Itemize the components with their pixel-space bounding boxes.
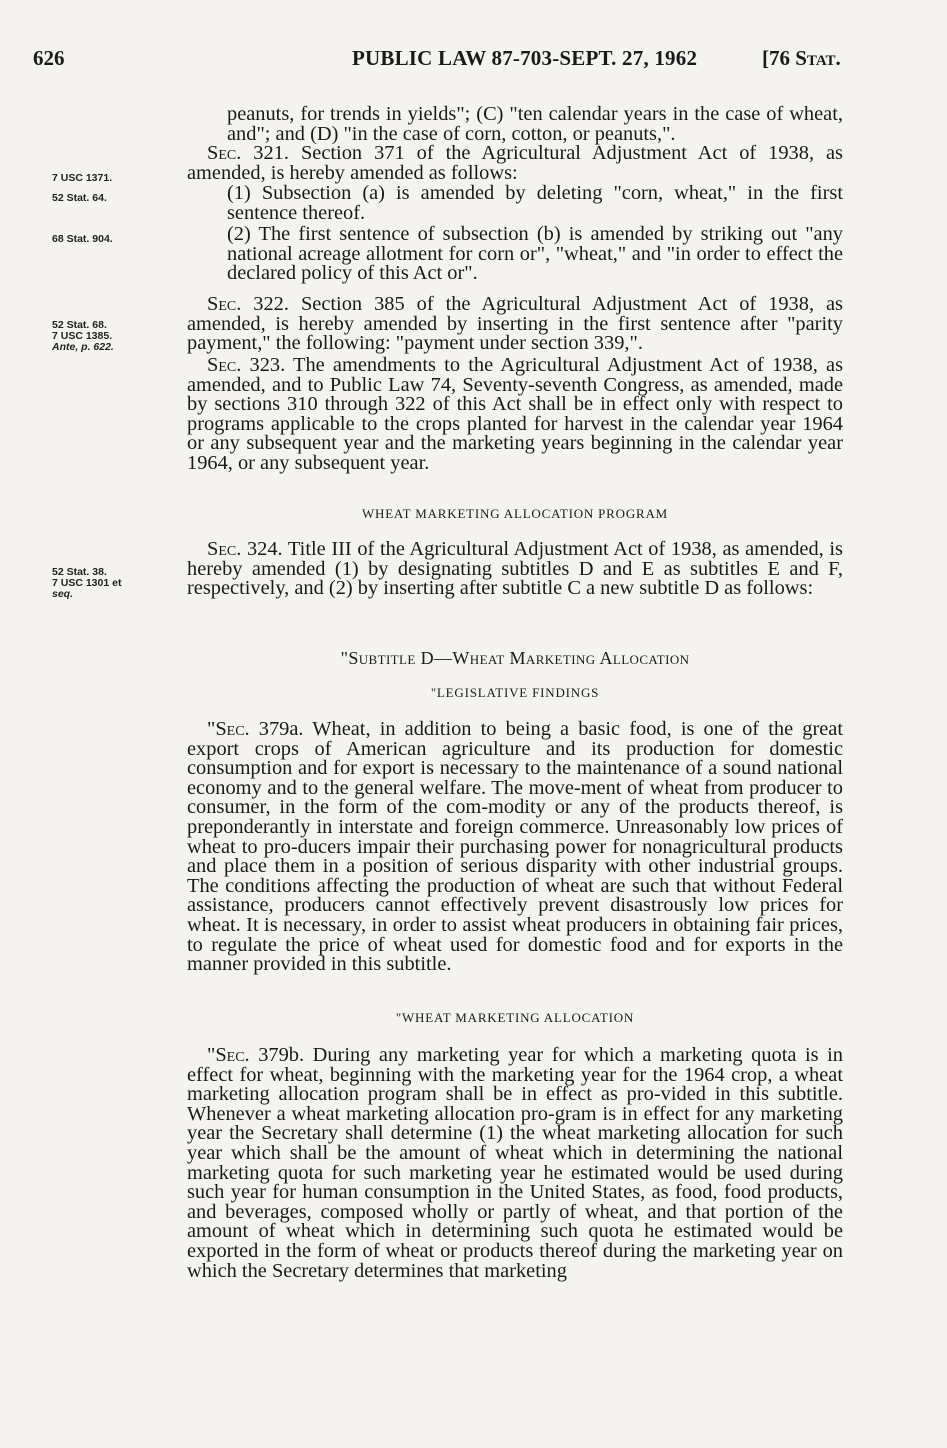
section-label: Sec. bbox=[207, 538, 242, 560]
section-379a bbox=[187, 720, 843, 975]
heading-wheat-marketing-allocation: "WHEAT MARKETING ALLOCATION bbox=[395, 1010, 635, 1025]
section-321 bbox=[187, 144, 843, 183]
margin-note: 52 Stat. 38. bbox=[52, 566, 107, 578]
section-321-item-2 bbox=[187, 225, 843, 284]
section-322 bbox=[187, 295, 843, 354]
section-label: Sec. bbox=[207, 354, 242, 376]
item-text: (2) The first sentence of subsection (b) is amended by striking out "any national acreage allotment for corn or", "wheat," and "in order to effect the declared policy of this Act or". bbox=[227, 223, 843, 285]
statute-volume: [76 bbox=[762, 46, 796, 70]
section-text: 379a. Wheat, in addition to being a basic food, is one of the great export crops of American agriculture and its production for domestic consumption and for export is necessary to the maintenance of a sound national economy and to the general welfare. The move-ment of wheat from producer to consumer, in the form of the com-modity or any of the products thereof, is preponderantly in interstate and foreign commerce. Unreasonably low prices of wheat to pro-ducers impair their purchasing power for nonagricultural products and place them in a position of serious disparity with other industrial groups. The conditions affecting the production of wheat are such that without Federal assistance, producers cannot effectively prevent disastrously low prices for wheat. It is necessary, in order to assist wheat producers in obtaining fair prices, to regulate the price of wheat used for domestic food and for exports in the manner provided in this subtitle. bbox=[187, 718, 843, 976]
margin-note: 7 USC 1385. bbox=[52, 330, 113, 342]
section-321-item-1 bbox=[187, 184, 843, 223]
section-label: "Sec. bbox=[207, 718, 250, 740]
page-number: 626 bbox=[33, 46, 65, 70]
section-324 bbox=[187, 540, 843, 599]
heading-legislative-findings: "LEGISLATIVE FINDINGS bbox=[430, 685, 600, 700]
margin-note-group bbox=[52, 567, 177, 600]
section-text: 321. Section 371 of the Agricultural Adjustment Act of 1938, as amended, is hereby amended as follows: bbox=[187, 142, 843, 184]
section-label: Sec. bbox=[207, 142, 242, 164]
margin-note: 52 Stat. 64. bbox=[52, 192, 107, 204]
section-label: Sec. bbox=[207, 293, 242, 315]
heading-wheat-marketing-allocation-program: WHEAT MARKETING ALLOCATION PROGRAM bbox=[361, 506, 669, 521]
section-379b bbox=[187, 1046, 843, 1281]
margin-note: 7 USC 1371. bbox=[52, 172, 113, 184]
section-text: 324. Title III of the Agricultural Adjustment Act of 1938, as amended, is hereby amended (1) by designating subtitles D and E as subtitles E and F, respectively, and (2) by inserting after subtitle C a new subtitle D as follows: bbox=[187, 538, 843, 600]
margin-note-group bbox=[52, 320, 177, 353]
paragraph-text: peanuts, for trends in yields"; (C) "ten calendar years in the case of wheat, and"; and (D) "in the case of corn, cotton, or peanuts,". bbox=[227, 103, 843, 145]
margin-note: 68 Stat. 904. bbox=[52, 233, 113, 245]
statute-reference bbox=[762, 46, 841, 71]
section-label: "Sec. bbox=[207, 1044, 250, 1066]
section-text: 322. Section 385 of the Agricultural Adjustment Act of 1938, as amended, is hereby amended by inserting in the first sentence after "parity payment," the following: "payment under section 339,". bbox=[187, 293, 843, 355]
section-323 bbox=[187, 356, 843, 474]
running-title: PUBLIC LAW 87-703-SEPT. 27, 1962 bbox=[352, 46, 698, 70]
paragraph-continuation bbox=[187, 105, 843, 144]
margin-note: seq. bbox=[52, 588, 74, 600]
margin-note: 52 Stat. 68. bbox=[52, 319, 107, 331]
section-text: 323. The amendments to the Agricultural Adjustment Act of 1938, as amended, and to Public Law 74, Seventy-seventh Congress, as amended, made by sections 310 through 322 of this Act shall be in effect only with respect to programs applicable to the crops planted for harvest in the calendar year 1964 or any subsequent year and the marketing years beginning in the calendar year 1964, or any subsequent year. bbox=[187, 354, 843, 474]
item-text: (1) Subsection (a) is amended by deleting "corn, wheat," in the first sentence thereof. bbox=[227, 182, 843, 224]
statute-word: Stat. bbox=[795, 46, 841, 70]
subtitle-d-heading: "Subtitle D—Wheat Marketing Allocation bbox=[340, 648, 690, 668]
margin-note: 7 USC 1301 et bbox=[52, 577, 122, 589]
section-text: 379b. During any marketing year for which a marketing quota is in effect for wheat, beginning with the marketing year for the 1964 crop, a wheat marketing allocation program shall be in effect as pro-vided in this subtitle. Whenever a wheat marketing allocation pro-gram is in effect for any marketing year the Secretary shall determine (1) the wheat marketing allocation for such year which shall be the amount of wheat which in determining the national marketing quota for such marketing year he estimated would be used during such year for human consumption in the United States, as food, food products, and beverages, composed wholly or partly of wheat, and that portion of the amount of wheat which in determining such quota he estimated would be exported in the form of wheat or products thereof during the marketing year on which the Secretary determines that marketing bbox=[187, 1044, 843, 1282]
margin-note: Ante, p. 622. bbox=[52, 341, 114, 353]
